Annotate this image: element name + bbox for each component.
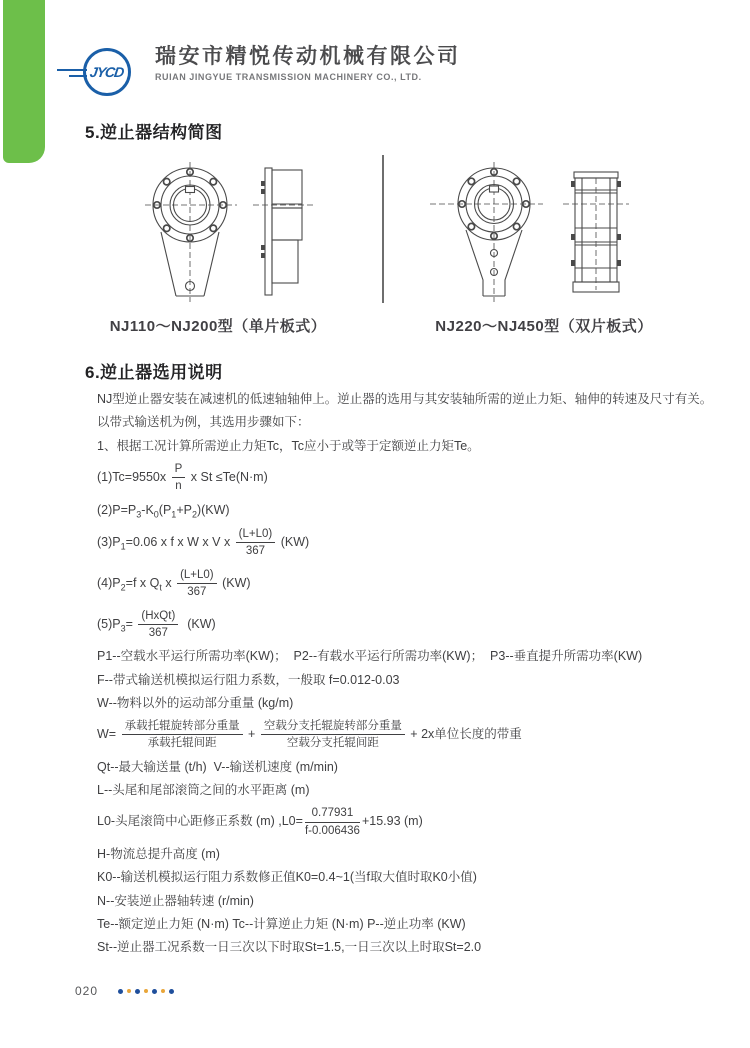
section-6-title: 6.逆止器选用说明 (85, 363, 223, 382)
company-name-block (155, 45, 461, 82)
company-logo-icon (83, 48, 131, 96)
section-5-title: 5.逆止器结构简图 (85, 123, 223, 142)
fraction: $\frac{\text{承载托辊旋转部分重量}}{\text{承载托辊间距}}$ (122, 719, 243, 751)
footer-dot (135, 989, 140, 994)
diagram-caption-left: NJ110～NJ200型（单片板式） (109, 318, 327, 335)
fraction: $\frac{0.77931}{f-0.006436}$ (304, 807, 360, 837)
fraction: $\frac{(L+L0)}{367}$ (236, 527, 276, 559)
text-line: P1--空载水平运行所需功率(KW)； P2--有载水平运行所需功率(KW)； P3--垂直提升所需功率(KW) (97, 649, 643, 664)
page-footer (75, 984, 178, 998)
logo-text: JYCD (89, 64, 125, 80)
text-line: NJ型逆止器安装在减速机的低速轴轴伸上。逆止器的选用与其安装轴所需的逆止力矩、轴伸的转速及尺寸有关。 (97, 392, 713, 406)
fraction: $\frac{\text{(HxQt)}}{367}$ (138, 609, 178, 641)
company-name-en: RUIAN JINGYUE TRANSMISSION MACHINERY CO., LTD. (155, 72, 422, 83)
backstop-structure-diagrams (35, 150, 715, 315)
footer-dot (169, 989, 174, 994)
text-line: 1、根据工况计算所需逆止力矩Tc，Tc应小于或等于定额逆止力矩Te。 (97, 438, 480, 453)
page-number: 020 (75, 984, 99, 998)
fraction: $\frac{\text{空载分支托辊旋转部分重量}}{\text{空载分支托辊间距}}$ (261, 719, 405, 751)
technical-drawing (35, 150, 715, 315)
footer-dots (118, 989, 178, 994)
text-line: F--带式输送机模拟运行阻力系数，一般取 f=0.012-0.03 (97, 672, 400, 687)
text-line: (1)Tc=9550x $\frac{P}{n}$ x St ≤Te(N·m) (97, 462, 268, 493)
company-name-cn: 瑞安市精悦传动机械有限公司 (155, 45, 461, 68)
text-line: Qt--最大输送量 (t/h) V--输送机速度 (m/min) (97, 759, 338, 774)
footer-dot (161, 989, 165, 993)
text-line: St--逆止器工况系数一日三次以下时取St=1.5,一日三次以上时取St=2.0 (97, 940, 482, 954)
text-line: K0--输送机模拟运行阻力系数修正值K0=0.4~1(当f取大值时取K0小值) (97, 870, 477, 885)
fraction: $\frac{P}{n}$ (172, 462, 186, 494)
footer-dot (152, 989, 157, 994)
text-line: L0-头尾滚筒中心距修正系数 (m) ,L0= $\frac{0.77931}{f-0.006436}$ +15.93 (m) (97, 807, 423, 837)
text-line: W= $\frac{\text{承载托辊旋转部分重量}}{\text{承载托辊间距}}$ + $\frac{\text{空载分支托辊旋转部分重量}}{\text{空载分支托辊间距}}$ + 2x单位长度的带重 (97, 720, 522, 750)
text-line: $(5)P_3=$ $\frac{\text{(HxQt)}}{367}$ (KW) (97, 609, 216, 639)
diagram-caption-right: NJ220～NJ450型（双片板式） (435, 318, 653, 335)
page-header (83, 45, 461, 96)
footer-dot (127, 989, 131, 993)
footer-dot (118, 989, 123, 994)
text-line: $(2)P=P_3-K_0(P_1+P_2)(KW)$ (97, 502, 230, 519)
page-corner-accent (3, 0, 45, 163)
text-line: H-物流总提升高度 (m) (97, 847, 220, 861)
text-line: $(3)P_1=0.06$ x f x W x V x $\frac{(L+L0)}{367}$ (KW) (97, 528, 310, 558)
fraction: $\frac{(L+L0)}{367}$ (177, 568, 217, 600)
logo-circle (83, 48, 131, 96)
text-line: Te--额定逆止力矩 (N·m) Tc--计算逆止力矩 (N·m) P--逆止功率 (KW) (97, 916, 466, 931)
footer-dot (144, 989, 148, 993)
text-line: N--安装逆止器轴转速 (r/min) (97, 893, 254, 908)
selection-guide-text (97, 391, 722, 962)
diagram-captions (0, 315, 750, 335)
text-line: $(4)P_2=f$ x $Q_t$ x $\frac{(L+L0)}{367}$ (KW) (97, 568, 251, 599)
text-line: L--头尾和尾部滚筒之间的水平距离 (m) (97, 783, 310, 797)
text-line: 以带式输送机为例，其选用步骤如下： (97, 415, 310, 430)
text-line: W--物料以外的运动部分重量 (kg/m) (97, 695, 294, 710)
